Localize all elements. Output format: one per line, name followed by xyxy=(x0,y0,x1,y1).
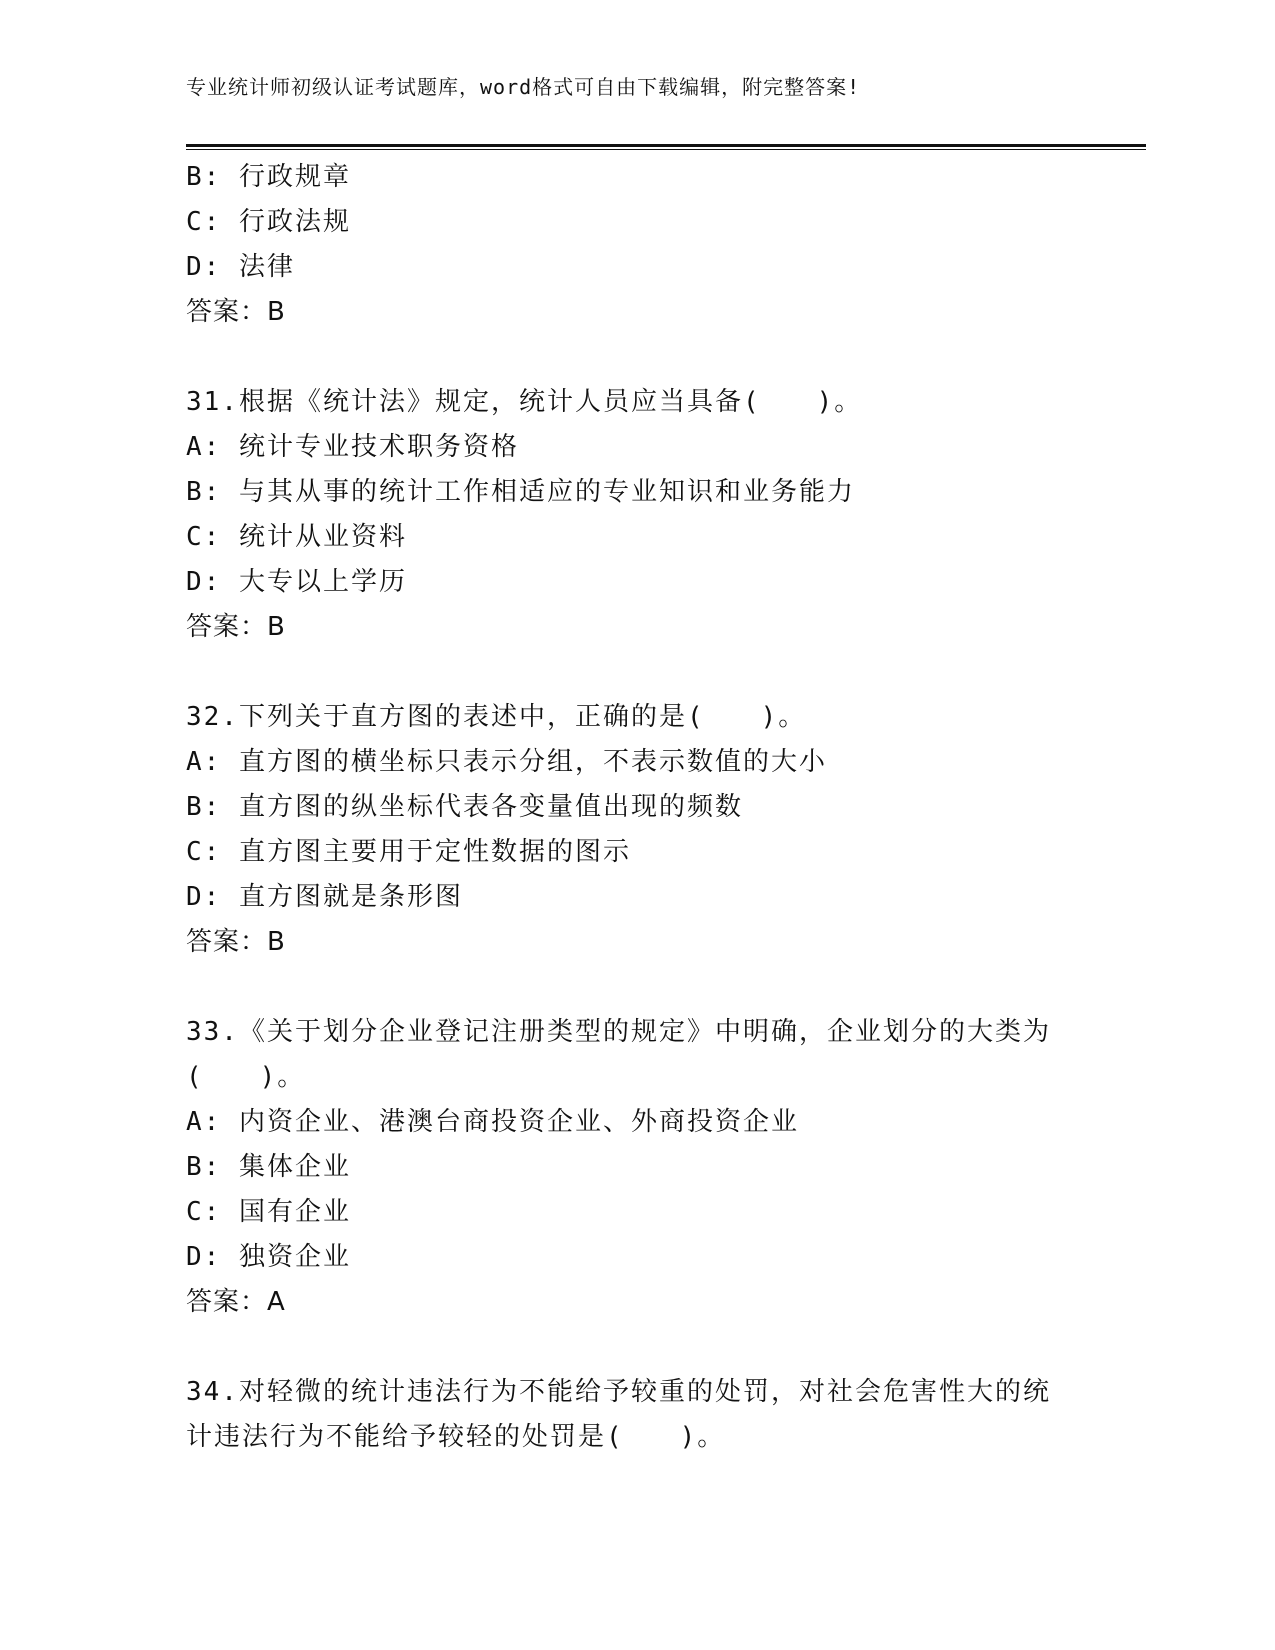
answer-line: 答案：B xyxy=(186,612,286,642)
option-d: D: 直方图就是条形图 xyxy=(186,882,463,912)
page-header: 专业统计师初级认证考试题库，word格式可自由下载编辑，附完整答案! xyxy=(186,75,861,99)
header-divider xyxy=(186,144,1146,150)
question-block-33 xyxy=(186,1010,1146,1325)
option-c: C: 国有企业 xyxy=(186,1197,351,1227)
question-stem-continued: 计违法行为不能给予较轻的处罚是( )。 xyxy=(186,1422,726,1452)
question-stem: 33.《关于划分企业登记注册类型的规定》中明确，企业划分的大类为 xyxy=(186,1017,1051,1047)
answer-line: 答案：A xyxy=(186,1287,286,1317)
option-b: B: 直方图的纵坐标代表各变量值出现的频数 xyxy=(186,792,743,822)
option-d: D: 独资企业 xyxy=(186,1242,351,1272)
question-stem: 31.根据《统计法》规定，统计人员应当具备( )。 xyxy=(186,387,863,417)
question-stem: 34.对轻微的统计违法行为不能给予较重的处罚，对社会危害性大的统 xyxy=(186,1377,1051,1407)
option-d: D: 法律 xyxy=(186,252,295,282)
question-block-31 xyxy=(186,380,1146,650)
question-block-34 xyxy=(186,1370,1146,1460)
question-list xyxy=(186,155,1146,1460)
option-c: C: 行政法规 xyxy=(186,207,351,237)
question-block-32 xyxy=(186,695,1146,965)
question-stem-continued: ( )。 xyxy=(186,1062,306,1092)
answer-line: 答案：B xyxy=(186,927,286,957)
option-d: D: 大专以上学历 xyxy=(186,567,407,597)
question-block-30 xyxy=(186,155,1146,335)
option-c: C: 直方图主要用于定性数据的图示 xyxy=(186,837,631,867)
answer-line: 答案：B xyxy=(186,297,286,327)
option-a: A: 统计专业技术职务资格 xyxy=(186,432,519,462)
option-c: C: 统计从业资料 xyxy=(186,522,407,552)
question-stem: 32.下列关于直方图的表述中，正确的是( )。 xyxy=(186,702,807,732)
option-a: A: 内资企业、港澳台商投资企业、外商投资企业 xyxy=(186,1107,799,1137)
option-b: B: 行政规章 xyxy=(186,162,351,192)
option-b: B: 与其从事的统计工作相适应的专业知识和业务能力 xyxy=(186,477,855,507)
option-a: A: 直方图的横坐标只表示分组，不表示数值的大小 xyxy=(186,747,827,777)
option-b: B: 集体企业 xyxy=(186,1152,351,1182)
